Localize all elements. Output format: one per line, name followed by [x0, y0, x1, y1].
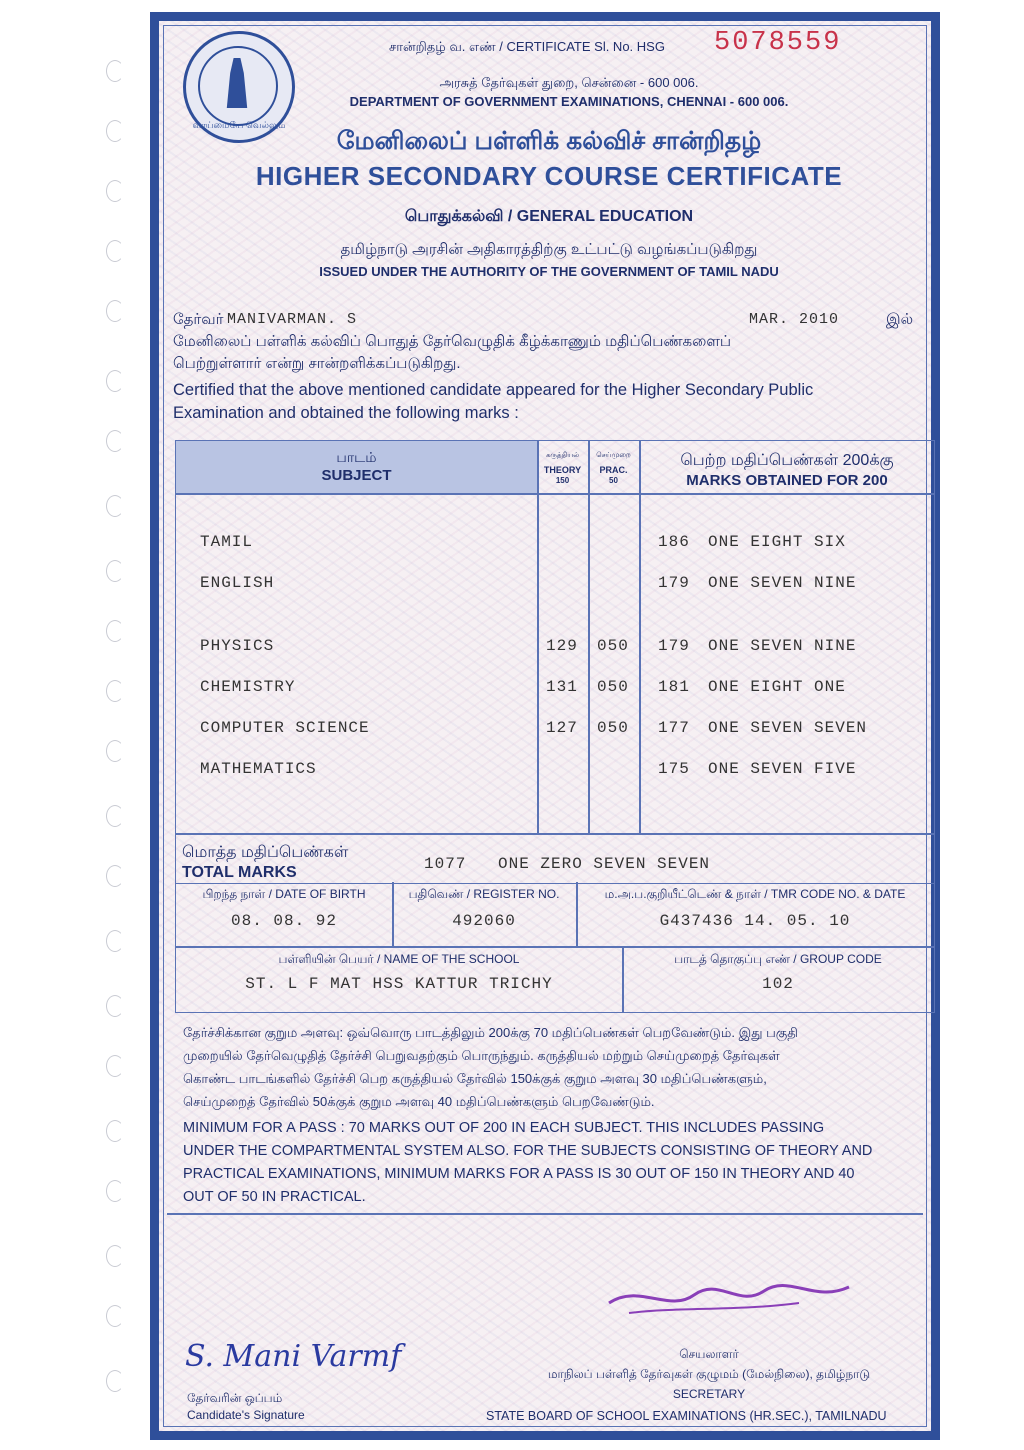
theory-max: 150: [555, 476, 570, 485]
subject-total-words: ONE EIGHT ONE: [708, 678, 846, 696]
date-of-birth: 08. 08. 92: [230, 912, 337, 930]
rules-divider: [167, 1213, 923, 1215]
perforation-hole: [106, 995, 124, 1017]
board-name-tamil: மாநிலப் பள்ளித் தேர்வுகள் குழுமம் (மேல்நிலை), தமிழ்நாடு: [547, 1367, 871, 1381]
practical-header-tamil: செய்முறை: [596, 452, 631, 459]
certificate-number: 5078559: [714, 28, 842, 58]
marks-header: MARKS OBTAINED FOR 200: [686, 472, 888, 489]
perforation-hole: [106, 1245, 124, 1267]
subject-total-words: ONE SEVEN NINE: [708, 574, 857, 592]
perforation-hole: [106, 1180, 124, 1202]
theory-mark: 127: [546, 719, 578, 737]
subject-total: 179: [658, 574, 690, 592]
subject-name: MATHEMATICS: [200, 760, 317, 778]
candidate-signature-label-tamil: தேர்வரின் ஒப்பம்: [187, 1391, 283, 1405]
perforation-hole: [106, 240, 124, 262]
perforation-hole: [106, 495, 124, 517]
column-divider: [639, 441, 641, 833]
practical-mark: 050: [597, 637, 629, 655]
practical-max: 50: [609, 476, 618, 485]
subject-total: 175: [658, 760, 690, 778]
perforation-hole: [106, 1305, 124, 1327]
statement-english-1: Certified that the above mentioned candidate appeared for the Higher Secondary Public: [173, 381, 814, 399]
pass-rules-english: [183, 1117, 872, 1209]
candidate-suffix: இல்: [886, 311, 914, 328]
subject-total-words: ONE SEVEN SEVEN: [708, 719, 868, 737]
perforation-hole: [106, 930, 124, 952]
title-english: HIGHER SECONDARY COURSE CERTIFICATE: [255, 161, 843, 191]
practical-mark: 050: [597, 719, 629, 737]
school-name: ST. L F MAT HSS KATTUR TRICHY: [245, 975, 553, 993]
department-tamil: அரசுத் தேர்வுகள் துறை, சென்னை - 600 006.: [439, 75, 699, 90]
secretary-signature: [599, 1273, 859, 1323]
perforation-hole: [106, 370, 124, 392]
statement-tamil-1: மேனிலைப் பள்ளிக் கல்விப் பொதுத் தேர்வெழுதிக் கீழ்க்காணும் மதிப்பெண்களைப்: [173, 333, 732, 350]
theory-header-tamil: கருத்தியல்: [545, 452, 580, 459]
marks-table: [175, 440, 935, 884]
subject-name: COMPUTER SCIENCE: [200, 719, 370, 737]
rule-line: முறையில் தேர்வெழுதித் தேர்ச்சி பெறுவதற்கும் பொருந்தும். கருத்தியல் மற்றும் செய்முறைத் தேர்வுகள்: [183, 1048, 780, 1063]
perforation-hole: [106, 1120, 124, 1142]
subject-total-words: ONE EIGHT SIX: [708, 533, 846, 551]
tmr-code: G437436 14. 05. 10: [659, 912, 851, 930]
column-divider: [537, 441, 539, 833]
total-marks-words: ONE ZERO SEVEN SEVEN: [498, 855, 711, 873]
exam-session: MAR. 2010: [749, 311, 840, 328]
perforation-strip: [0, 0, 140, 1450]
school-label: பள்ளியின் பெயர் / NAME OF THE SCHOOL: [278, 952, 520, 966]
perforation-hole: [106, 620, 124, 642]
total-marks: 1077: [424, 855, 467, 873]
perforation-hole: [106, 805, 124, 827]
subject-total: 179: [658, 637, 690, 655]
board-name: STATE BOARD OF SCHOOL EXAMINATIONS (HR.SEC.), TAMILNADU: [486, 1409, 887, 1423]
subject-total-words: ONE SEVEN FIVE: [708, 760, 857, 778]
subject-total: 181: [658, 678, 690, 696]
perforation-hole: [106, 560, 124, 582]
certificate: [150, 12, 940, 1440]
group-code-label: பாடத் தொகுப்பு எண் / GROUP CODE: [674, 952, 882, 966]
stream-label: பொதுக்கல்வி / GENERAL EDUCATION: [404, 208, 694, 225]
subject-name: ENGLISH: [200, 574, 275, 592]
perforation-hole: [106, 680, 124, 702]
department-english: DEPARTMENT OF GOVERNMENT EXAMINATIONS, CHENNAI - 600 006.: [349, 94, 789, 109]
candidate-name: MANIVARMAN. S: [227, 311, 358, 328]
header-divider: [176, 493, 934, 495]
perforation-hole: [106, 1370, 124, 1392]
authority-tamil: தமிழ்நாடு அரசின் அதிகாரத்திற்கு உட்பட்டு வழங்கப்படுகிறது: [340, 241, 758, 258]
practical-header: PRAC.: [599, 465, 628, 475]
rule-line: MINIMUM FOR A PASS : 70 MARKS OUT OF 200 IN EACH SUBJECT. THIS INCLUDES PASSING: [183, 1120, 825, 1136]
rule-line: UNDER THE COMPARTMENTAL SYSTEM ALSO. FOR THE SUBJECTS CONSISTING OF THEORY AND: [183, 1143, 873, 1159]
subject-header-tamil: பாடம்: [336, 449, 377, 465]
title-tamil: மேனிலைப் பள்ளிக் கல்விச் சான்றிதழ்: [336, 127, 762, 155]
group-code: 102: [762, 975, 794, 993]
authority-english: ISSUED UNDER THE AUTHORITY OF THE GOVERNMENT OF TAMIL NADU: [319, 264, 779, 279]
marks-header-tamil: பெற்ற மதிப்பெண்கள் 200க்கு: [680, 452, 894, 469]
rule-line: தேர்ச்சிக்கான குறும அளவு: ஒவ்வொரு பாடத்திலும் 200க்கு 70 மதிப்பெண்கள் பெறவேண்டும். இது பகுதி: [183, 1025, 798, 1040]
subject-name: PHYSICS: [200, 637, 275, 655]
details-divider: [176, 946, 934, 948]
candidate-signature-label: Candidate's Signature: [187, 1408, 305, 1422]
candidate-prefix: தேர்வர்: [173, 311, 224, 328]
theory-mark: 129: [546, 637, 578, 655]
statement-tamil-2: பெற்றுள்ளார் என்று சான்றளிக்கப்படுகிறது.: [173, 355, 461, 372]
secretary-label: SECRETARY: [672, 1387, 746, 1401]
seal-motto: வாய்மையே வெல்லும்: [192, 120, 286, 130]
perforation-hole: [106, 60, 124, 82]
tmr-label: ம.அ.ப.குறியீட்டெண் & நாள் / TMR CODE NO. & DATE: [604, 887, 906, 901]
subject-total: 177: [658, 719, 690, 737]
subject-name: TAMIL: [200, 533, 254, 551]
perforation-hole: [106, 740, 124, 762]
perforation-hole: [106, 1055, 124, 1077]
pass-rules-tamil: [183, 1021, 798, 1113]
register-number: 492060: [452, 912, 516, 930]
statement-english-2: Examination and obtained the following marks :: [173, 404, 519, 422]
rule-line: கொண்ட பாடங்களில் தேர்ச்சி பெற கருத்தியல் தேர்வில் 150க்குக் குறும அளவு 30 மதிப்பெண்களும்,: [183, 1071, 767, 1086]
subject-total: 186: [658, 533, 690, 551]
details-grid: [175, 882, 935, 1013]
perforation-hole: [106, 430, 124, 452]
perforation-hole: [106, 180, 124, 202]
rule-line: செய்முறைத் தேர்வில் 50க்குக் குறும அளவு 40 மதிப்பெண்களும் பெறவேண்டும்.: [183, 1094, 655, 1109]
perforation-hole: [106, 120, 124, 142]
subject-total-words: ONE SEVEN NINE: [708, 637, 857, 655]
perforation-hole: [106, 865, 124, 887]
dob-label: பிறந்த நாள் / DATE OF BIRTH: [202, 887, 366, 901]
rule-line: PRACTICAL EXAMINATIONS, MINIMUM MARKS FOR A PASS IS 30 OUT OF 150 IN THEORY AND 40: [183, 1166, 855, 1182]
rule-line: OUT OF 50 IN PRACTICAL.: [183, 1189, 366, 1205]
theory-mark: 131: [546, 678, 578, 696]
register-label: பதிவெண் / REGISTER NO.: [408, 887, 560, 901]
practical-mark: 050: [597, 678, 629, 696]
subject-name: CHEMISTRY: [200, 678, 296, 696]
total-label-tamil: மொத்த மதிப்பெண்கள்: [182, 844, 349, 861]
candidate-signature: S. Mani Varmf: [185, 1339, 402, 1374]
secretary-label-tamil: செயலாளர்: [679, 1347, 739, 1361]
certificate-number-label: சான்றிதழ் வ. எண் / CERTIFICATE Sl. No. HSG: [389, 39, 665, 54]
subject-header: SUBJECT: [321, 467, 392, 484]
perforation-hole: [106, 300, 124, 322]
theory-header: THEORY: [543, 465, 582, 475]
column-divider: [588, 441, 590, 833]
total-divider: [176, 833, 934, 835]
total-label: TOTAL MARKS: [182, 864, 297, 881]
